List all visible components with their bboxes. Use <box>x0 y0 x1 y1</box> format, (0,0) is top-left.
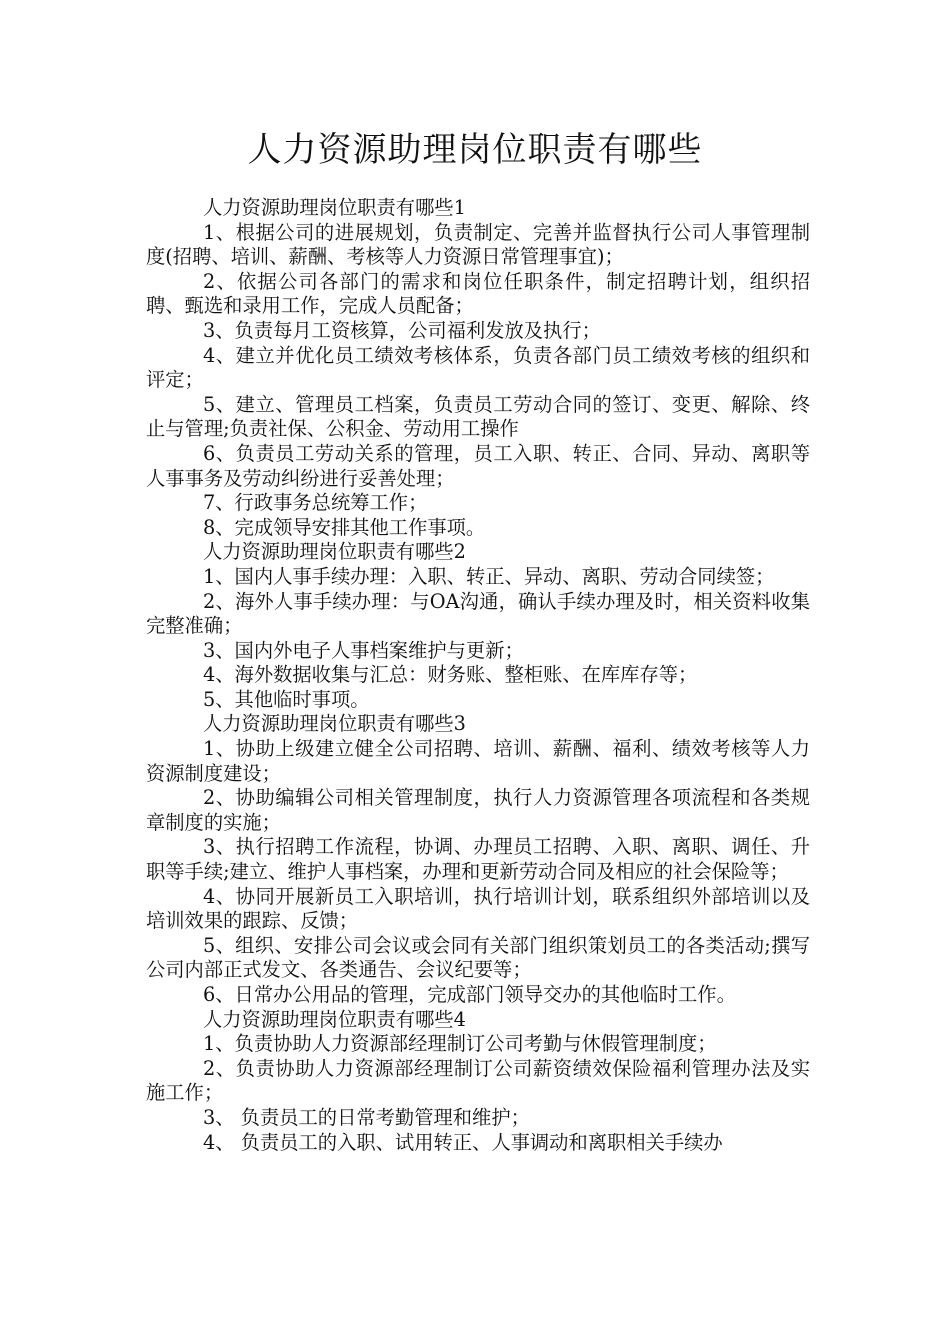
duty-item: 2、负责协助人力资源部经理制订公司薪资绩效保险福利管理办法及实施工作； <box>146 1056 810 1105</box>
duty-item: 5、其他临时事项。 <box>203 687 370 711</box>
duty-item: 4、协同开展新员工入职培训，执行培训计划，联系组织外部培训以及培训效果的跟踪、反馈； <box>146 884 810 933</box>
section-heading-4: 人力资源助理岗位职责有哪些4 <box>203 1007 466 1031</box>
duty-item: 3、执行招聘工作流程，协调、办理员工招聘、入职、离职、调任、升职等手续;建立、维护人事档案，办理和更新劳动合同及相应的社会保险等； <box>146 835 810 884</box>
duty-item: 7、行政事务总统筹工作； <box>203 491 428 515</box>
duty-item: 1、协助上级建立健全公司招聘、培训、薪酬、福利、绩效考核等人力资源制度建设； <box>146 737 810 785</box>
duty-item: 3、负责每月工资核算，公司福利发放及执行； <box>203 318 601 342</box>
document-title: 人力资源助理岗位职责有哪些 <box>247 130 703 170</box>
duty-item: 6、负责员工劳动关系的管理，员工入职、转正、合同、异动、离职等人事事务及劳动纠纷进行妥善处理； <box>146 441 810 490</box>
duty-item: 1、国内人事手续办理：入职、转正、异动、离职、劳动合同续签； <box>203 564 775 588</box>
section-heading-3: 人力资源助理岗位职责有哪些3 <box>203 712 466 736</box>
duty-item: 1、负责协助人力资源部经理制订公司考勤与休假管理制度； <box>203 1032 717 1056</box>
duty-item: 4、建立并优化员工绩效考核体系，负责各部门员工绩效考核的组织和评定； <box>146 343 810 392</box>
duty-item: 3、国内外电子人事档案维护与更新； <box>203 638 524 662</box>
duty-item: 4、 负责员工的入职、试用转正、人事调动和离职相关手续办 <box>203 1130 723 1154</box>
section-heading-2: 人力资源助理岗位职责有哪些2 <box>203 540 466 564</box>
duty-item: 5、组织、安排公司会议或会同有关部门组织策划员工的各类活动;撰写公司内部正式发文、各类通告、会议纪要等； <box>146 933 810 982</box>
duty-item: 5、建立、管理员工档案，负责员工劳动合同的签订、变更、解除、终止与管理;负责社保、公积金、劳动用工操作 <box>146 392 810 441</box>
duty-item: 3、 负责员工的日常考勤管理和维护； <box>203 1105 530 1129</box>
duty-item: 2、依据公司各部门的需求和岗位任职条件，制定招聘计划，组织招聘、甄选和录用工作，完成人员配备； <box>146 269 810 318</box>
duty-item: 8、完成领导安排其他工作事项。 <box>203 515 486 539</box>
duty-item: 2、协助编辑公司相关管理制度，执行人力资源管理各项流程和各类规章制度的实施； <box>146 786 810 834</box>
document-body <box>146 196 810 1155</box>
section-heading-1: 人力资源助理岗位职责有哪些1 <box>203 196 466 219</box>
duty-item: 2、海外人事手续办理：与OA沟通，确认手续办理及时，相关资料收集完整准确； <box>146 589 810 638</box>
duty-item: 6、日常办公用品的管理，完成部门领导交办的其他临时工作。 <box>203 983 736 1006</box>
duty-item: 4、海外数据收集与汇总：财务账、整柜账、在库库存等； <box>203 663 698 687</box>
duty-item: 1、根据公司的进展规划，负责制定、完善并监督执行公司人事管理制度(招聘、培训、薪酬、考核等人力资源日常管理事宜)； <box>146 220 810 269</box>
